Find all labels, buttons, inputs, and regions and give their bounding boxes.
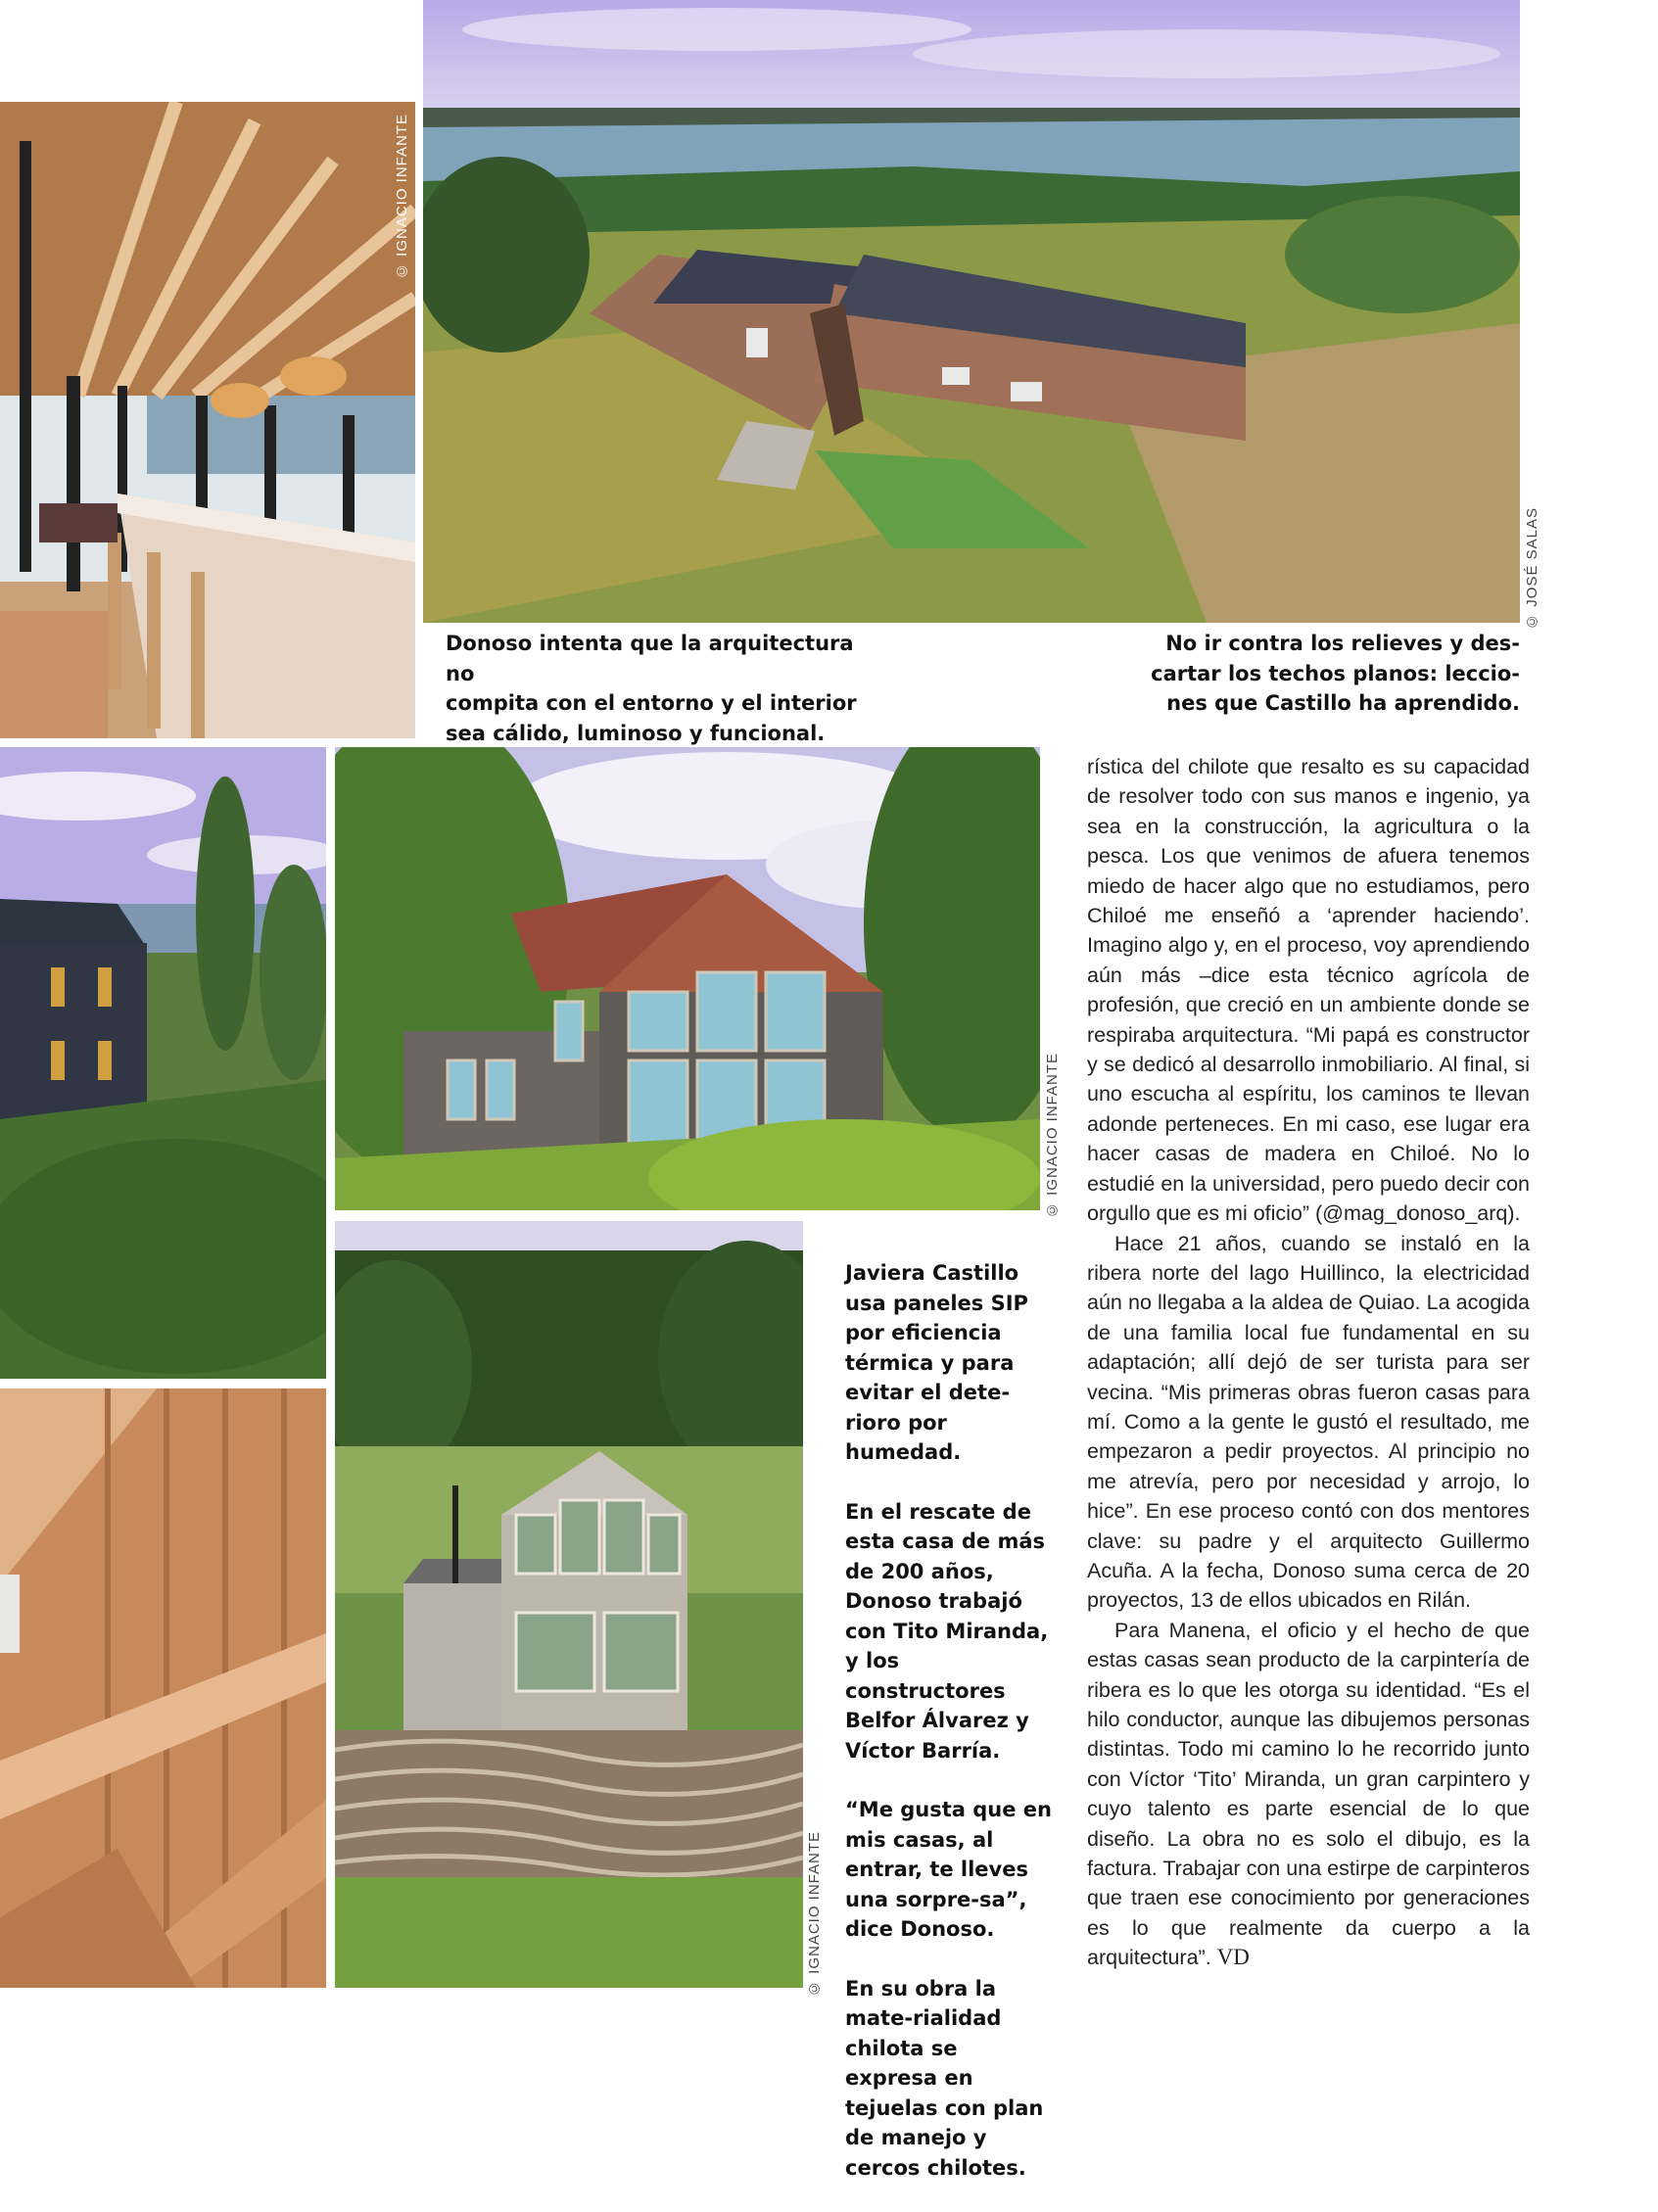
article-paragraph: Hace 21 años, cuando se instaló en la ribera norte del lago Huillinco, la electricidad aún no llegaba a la aldea de Quiao. La acogida de una familia local fue fundamental en su adaptación; allí dejó de ser turista para ser vecina. “Mis primeras obras fueron casas para mí. Como a la gente le gustó el resultado, me empezaron a pedir proyectos. Al principio no me atrevía, pero por necesidad y arrojo, lo hice”. En ese proceso contó con dos mentores clave: su padre y el arquitecto Guillermo Acuña. A la fecha, Donoso suma cerca de 20 proyectos, 13 de ellos ubicados en Rilán. [1087,1231,1530,1613]
aerial-photo-credit: © JOSÉ SALAS [1524,507,1540,630]
side-caption: En el rescate de esta casa de más de 200 años, Donoso trabajó con Tito Miranda, y los constructores Belfor Álvarez y Víctor Barría. [845,1499,1049,1763]
fence-house-photo [335,1221,803,1988]
article-body [1087,752,1530,1973]
caption-left [446,629,867,748]
caption-left-line: Donoso intenta que la arquitectura no [446,632,854,685]
article-paragraph-text: Para Manena, el oficio y el hecho de que estas casas sean producto de la carpintería de ribera es lo que les otorga su identidad. “Es el hilo conductor, aunque las dibujemos personas distintas. Todo mi camino lo he recorrido junto con Víctor ‘Tito’ Miranda, un gran carpintero y cuyo talento es parte esencial de lo que diseño. La obra no es solo el dibujo, es la factura. Trabajar con una estirpe de carpinteros que traen ese conocimiento por generaciones es lo que realmente da cuerpo a la arquitectura”. [1087,1618,1530,1970]
aerial-photo [423,0,1520,623]
caption-right-line: cartar los techos planos: leccio- [1151,661,1520,685]
side-captions [845,1258,1054,2212]
caption-left-line: sea cálido, luminoso y funcional. [446,721,826,745]
fence-house-photo-credit: © IGNACIO INFANTE [806,1831,823,1998]
caption-left-line: compita con el entorno y el interior [446,691,857,715]
caption-right-line: nes que Castillo ha aprendido. [1166,691,1520,715]
article-paragraph: rística del chilote que resalto es su capacidad de resolver todo con sus manos e ingenio, ya sea en la construcción, la agricultura o la pesca. Los que venimos de afuera tenemos miedo de hacer algo que no estudiamos, pero Chiloé me enseñó a ‘aprender haciendo’. Imagino algo y, en el proceso, voy aprendiendo aún más –dice esta técnico agrícola de profesión, que creció en un ambiente donde se respiraba arquitectura. “Mi papá es constructor y se dedicó al desarrollo inmobiliario. Al final, si uno escucha al espíritu, los caminos te llevan adonde perteneces. En mi caso, ese lugar era hacer casas de madera en Chiloé. No lo estudié en la universidad, pero puedo decir con orgullo que es mi oficio” (@mag_donoso_arq). [1087,755,1530,1226]
article-paragraph [1087,1616,1530,1973]
glass-house-photo [335,747,1040,1210]
glass-house-photo-credit: © IGNACIO INFANTE [1044,1053,1061,1219]
author-signature: VD [1216,1945,1250,1970]
kitchen-photo-credit: © IGNACIO INFANTE [394,114,410,280]
stair-photo [0,1388,326,1988]
kitchen-photo [0,102,415,738]
caption-right [1089,629,1520,719]
side-caption: Javiera Castillo usa paneles SIP por eficiencia térmica y para evitar el dete-rioro por humedad. [845,1261,1028,1464]
caption-right-line: No ir contra los relieves y des- [1165,632,1520,655]
side-caption: “Me gusta que en mis casas, al entrar, te lleves una sorpre-sa”, dice Donoso. [845,1798,1052,1941]
cabin-photo [0,747,326,1379]
side-caption: En su obra la mate-rialidad chilota se expresa en tejuelas con plan de manejo y cercos chilotes. [845,1976,1044,2180]
